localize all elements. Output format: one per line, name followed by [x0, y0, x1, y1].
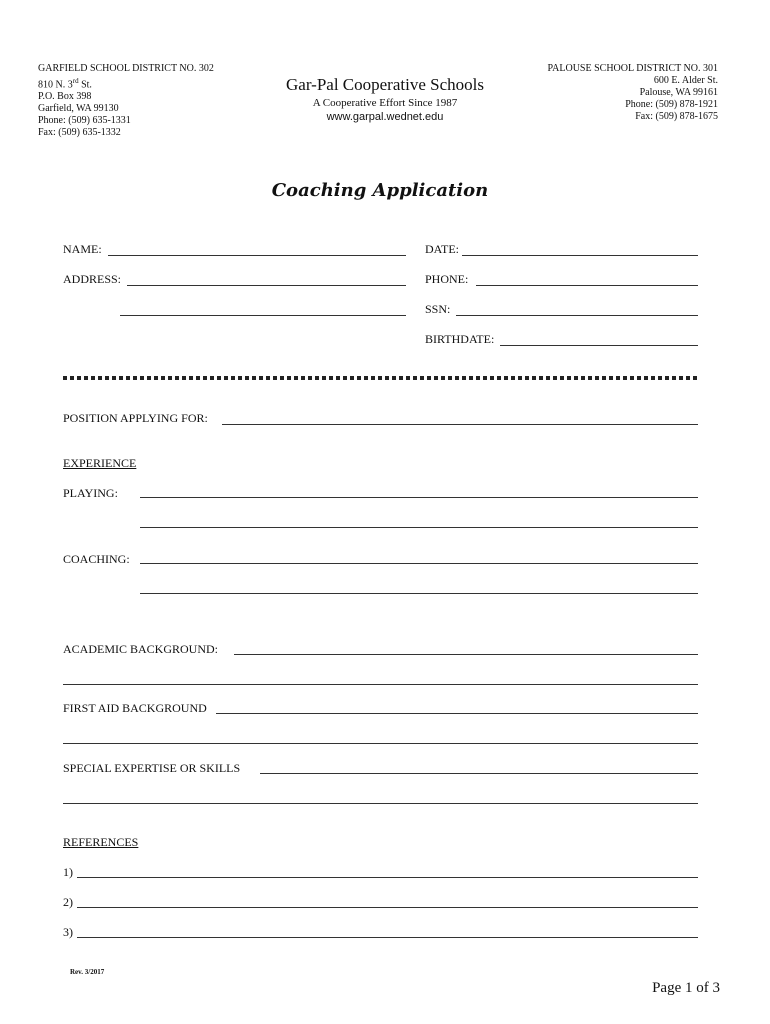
reference-1-label: 1): [63, 865, 73, 879]
name-label: NAME:: [63, 242, 102, 256]
reference-3-label: 3): [63, 925, 73, 939]
reference-1-field[interactable]: [77, 877, 698, 878]
ssn-field[interactable]: [456, 315, 698, 316]
address-label: ADDRESS:: [63, 272, 122, 286]
right-city: Palouse, WA 99161: [639, 87, 718, 98]
ssn-label: SSN:: [425, 302, 451, 316]
right-street: 600 E. Alder St.: [653, 75, 718, 86]
date-label: DATE:: [425, 242, 459, 256]
reference-2-field[interactable]: [77, 907, 698, 908]
page-number: Page 1 of 3: [652, 980, 720, 996]
left-street: 810 N. 3rd St.: [38, 77, 92, 91]
firstaid-field-1[interactable]: [216, 713, 698, 714]
reference-2-label: 2): [63, 895, 73, 909]
phone-label: PHONE:: [425, 272, 469, 286]
revision-note: Rev. 3/2017: [70, 968, 105, 976]
academic-field-2[interactable]: [63, 684, 698, 685]
coaching-field-2[interactable]: [140, 593, 698, 594]
cooperative-url[interactable]: www.garpal.wednet.edu: [326, 111, 444, 123]
right-fax: Fax: (509) 878-1675: [635, 111, 718, 122]
special-label: SPECIAL EXPERTISE OR SKILLS: [63, 761, 241, 775]
left-city: Garfield, WA 99130: [38, 103, 119, 115]
references-heading: REFERENCES: [63, 835, 139, 849]
academic-field-1[interactable]: [234, 654, 698, 655]
left-pobox: P.O. Box 398: [38, 91, 92, 103]
cooperative-name: Gar-Pal Cooperative Schools: [286, 75, 484, 94]
date-field[interactable]: [462, 255, 698, 256]
position-label: POSITION APPLYING FOR:: [63, 411, 208, 425]
playing-label: PLAYING:: [63, 486, 118, 500]
left-fax: Fax: (509) 635-1332: [38, 127, 121, 139]
coaching-field-1[interactable]: [140, 563, 698, 564]
firstaid-label: FIRST AID BACKGROUND: [63, 701, 207, 715]
firstaid-field-2[interactable]: [63, 743, 698, 744]
cooperative-since: A Cooperative Effort Since 1987: [312, 97, 458, 109]
position-field[interactable]: [222, 424, 698, 425]
special-field-2[interactable]: [63, 803, 698, 804]
academic-label: ACADEMIC BACKGROUND:: [63, 642, 219, 656]
birthdate-label: BIRTHDATE:: [425, 332, 495, 346]
reference-3-field[interactable]: [77, 937, 698, 938]
form-title: Coaching Application: [271, 180, 489, 201]
phone-field[interactable]: [476, 285, 698, 286]
experience-heading: EXPERIENCE: [63, 456, 137, 470]
playing-field-2[interactable]: [140, 527, 698, 528]
birthdate-field[interactable]: [500, 345, 698, 346]
playing-field-1[interactable]: [140, 497, 698, 498]
address-field-2[interactable]: [120, 315, 406, 316]
address-field[interactable]: [127, 285, 406, 286]
special-field-1[interactable]: [260, 773, 698, 774]
dotted-divider: [63, 376, 699, 380]
right-district-name: PALOUSE SCHOOL DISTRICT NO. 301: [547, 63, 718, 74]
right-district-block: [548, 63, 718, 123]
name-field[interactable]: [108, 255, 406, 256]
coaching-label: COACHING:: [63, 552, 130, 566]
right-phone: Phone: (509) 878-1921: [625, 99, 718, 110]
left-district-name: GARFIELD SCHOOL DISTRICT NO. 302: [38, 63, 214, 74]
left-phone: Phone: (509) 635-1331: [38, 115, 131, 127]
